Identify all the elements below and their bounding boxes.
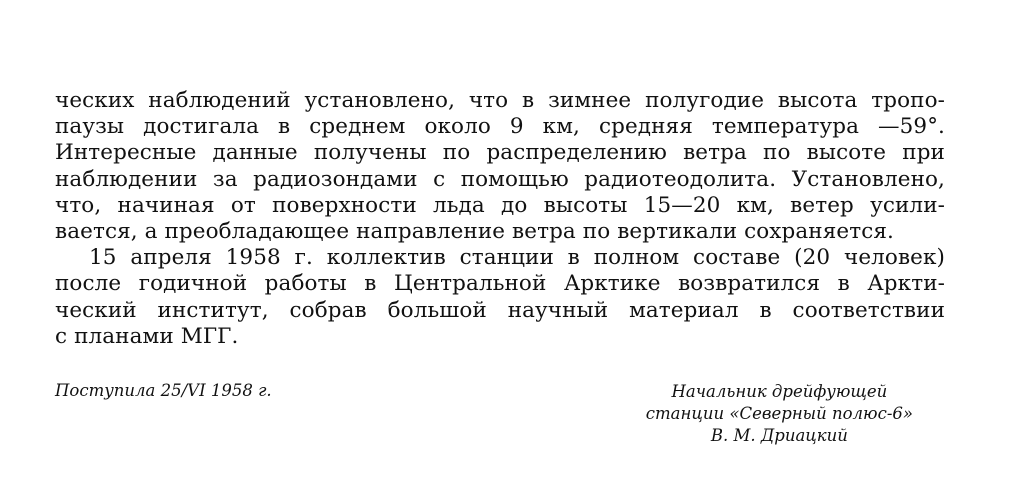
text-line: ческий институт, собрав большой научный материал в соответствии (55, 297, 945, 323)
text-line: вается, а преобладающее направление ветра по вертикали сохраняется. (55, 219, 894, 245)
author-position: Начальник дрейфующей (671, 382, 888, 401)
text-line: наблюдении за радиозондами с помощью радиотеодолита. Установлено, (55, 166, 945, 192)
author-station: станции «Северный полюс-6» (645, 404, 913, 423)
received-date: Поступила 25/VI 1958 г. (55, 381, 272, 400)
text-line: паузы достигала в среднем около 9 км, средняя температура —59°. (55, 114, 945, 140)
text-line: 15 апреля 1958 г. коллектив станции в полном составе (20 человек) (89, 245, 945, 271)
author-signature (646, 381, 913, 447)
text-line: Интересные данные получены по распределению ветра по высоте при (55, 140, 945, 166)
text-line: с планами МГГ. (55, 323, 239, 349)
article-body (55, 88, 945, 350)
text-line: что, начиная от поверхности льда до высоты 15—20 км, ветер усили- (55, 192, 945, 218)
paragraph-1 (55, 88, 945, 245)
text-line: после годичной работы в Центральной Арктике возвратился в Аркти- (55, 271, 945, 297)
paragraph-2 (55, 245, 945, 350)
text-line: ческих наблюдений установлено, что в зимнее полугодие высота тропо- (55, 88, 945, 113)
author-name: В. М. Дриацкий (710, 426, 848, 445)
